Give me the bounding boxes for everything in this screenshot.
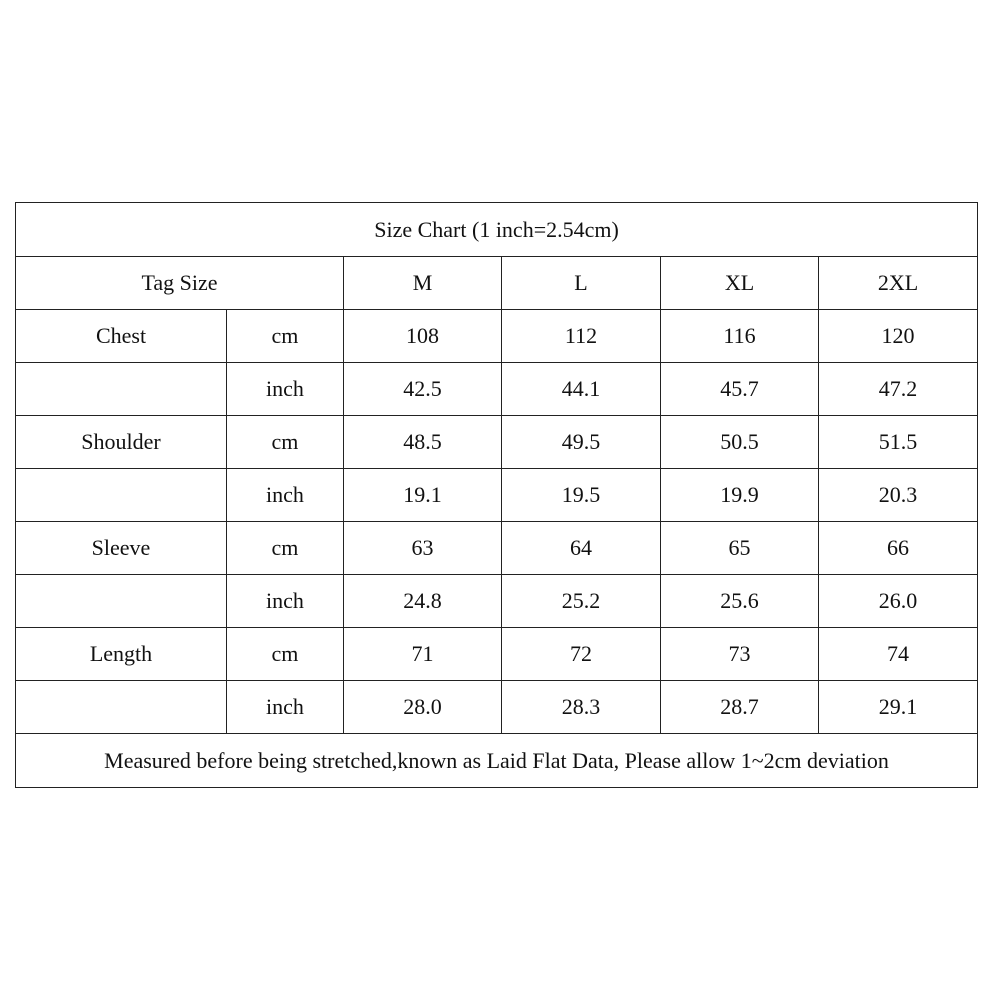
chart-title: Size Chart (1 inch=2.54cm)	[16, 203, 978, 257]
table-cell: 19.9	[661, 469, 819, 522]
table-cell: 66	[819, 522, 978, 575]
table-cell: 116	[661, 310, 819, 363]
table-cell: 63	[344, 522, 502, 575]
deviation-note: Measured before being stretched,known as Laid Flat Data, Please allow 1~2cm deviation	[16, 734, 978, 788]
measure-label: Shoulder	[16, 416, 227, 469]
table-cell: 65	[661, 522, 819, 575]
measure-label: Length	[16, 628, 227, 681]
table-cell: 47.2	[819, 363, 978, 416]
table-cell: 112	[502, 310, 661, 363]
table-cell: 20.3	[819, 469, 978, 522]
table-cell: 48.5	[344, 416, 502, 469]
unit-label: inch	[227, 575, 344, 628]
table-row	[16, 681, 978, 734]
measure-label: Sleeve	[16, 522, 227, 575]
table-cell: 28.0	[344, 681, 502, 734]
size-chart-table	[15, 202, 978, 788]
header-row	[16, 257, 978, 310]
table-cell: 64	[502, 522, 661, 575]
table-cell: 25.6	[661, 575, 819, 628]
unit-label: inch	[227, 469, 344, 522]
unit-label: cm	[227, 310, 344, 363]
unit-label: inch	[227, 681, 344, 734]
title-row	[16, 203, 978, 257]
size-header-2xl: 2XL	[819, 257, 978, 310]
unit-label: cm	[227, 628, 344, 681]
table-cell: 50.5	[661, 416, 819, 469]
tag-size-header: Tag Size	[16, 257, 344, 310]
table-cell: 44.1	[502, 363, 661, 416]
unit-label: cm	[227, 522, 344, 575]
table-cell: 19.1	[344, 469, 502, 522]
table-cell: 73	[661, 628, 819, 681]
measure-label	[16, 575, 227, 628]
table-row	[16, 628, 978, 681]
table-row	[16, 363, 978, 416]
table-row	[16, 575, 978, 628]
size-header-l: L	[502, 257, 661, 310]
measure-label: Chest	[16, 310, 227, 363]
table-cell: 120	[819, 310, 978, 363]
size-header-m: M	[344, 257, 502, 310]
table-cell: 28.3	[502, 681, 661, 734]
measure-label	[16, 469, 227, 522]
measure-label	[16, 681, 227, 734]
table-cell: 49.5	[502, 416, 661, 469]
unit-label: cm	[227, 416, 344, 469]
table-row	[16, 469, 978, 522]
table-cell: 24.8	[344, 575, 502, 628]
table-cell: 71	[344, 628, 502, 681]
table-cell: 42.5	[344, 363, 502, 416]
table-cell: 25.2	[502, 575, 661, 628]
table-cell: 26.0	[819, 575, 978, 628]
table-cell: 29.1	[819, 681, 978, 734]
table-cell: 45.7	[661, 363, 819, 416]
table-cell: 19.5	[502, 469, 661, 522]
table-row	[16, 310, 978, 363]
table-cell: 28.7	[661, 681, 819, 734]
table-row	[16, 522, 978, 575]
table-cell: 51.5	[819, 416, 978, 469]
table-cell: 74	[819, 628, 978, 681]
size-header-xl: XL	[661, 257, 819, 310]
table-row	[16, 416, 978, 469]
table-cell: 72	[502, 628, 661, 681]
unit-label: inch	[227, 363, 344, 416]
table-cell: 108	[344, 310, 502, 363]
note-row	[16, 734, 978, 788]
measure-label	[16, 363, 227, 416]
